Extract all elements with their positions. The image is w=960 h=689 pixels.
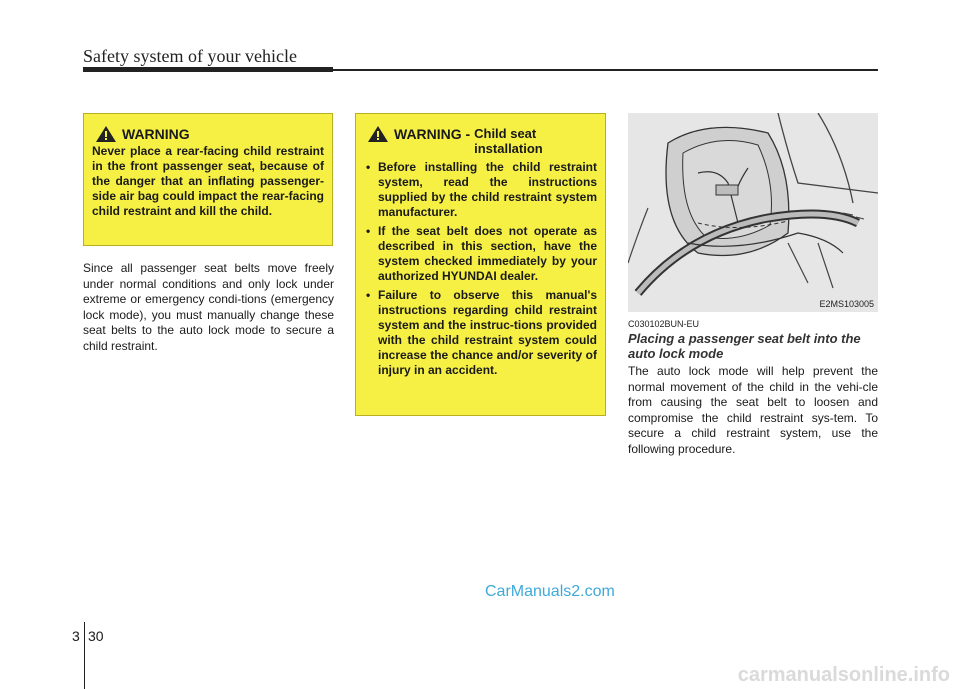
child-seat-illustration — [628, 113, 878, 312]
warning-heading-text: WARNING — [122, 126, 190, 142]
warning-body-text: Never place a rear-facing child restraint in the front passenger seat, because of the danger that an inflating passenger-side air bag could impact the rear-facing child restraint and kill the child. — [92, 144, 324, 218]
figure-code: E2MS103005 — [819, 299, 874, 309]
site-watermark: carmanualsonline.info — [737, 664, 950, 686]
warning-subheading-line1: Child seat — [474, 126, 537, 141]
watermark-link[interactable]: CarManuals2.com — [485, 583, 615, 600]
warning-subheading — [474, 126, 543, 156]
warning-heading — [364, 126, 597, 156]
warning-bullet: • Failure to observe this manual's instructions regarding child restraint system and the instruc-tions provided with the child restraint system could increase the chance and/or severity of injury in an accident. — [364, 288, 597, 378]
warning-box-rear-facing — [83, 113, 333, 246]
section-title: Placing a passenger seat belt into the auto lock mode — [628, 331, 861, 361]
auto-lock-paragraph: The auto lock mode will help prevent the normal movement of the child in the vehi-cle from causing the seat belt to loosen and compromise the child restraint sys-tem. To secure a child restraint system, use the following procedure. — [628, 364, 878, 456]
warning-triangle-icon — [96, 126, 116, 142]
header-rule-thick — [83, 67, 333, 72]
section-code: C030102BUN-EU — [628, 319, 700, 329]
warning-heading-text: WARNING - — [394, 126, 475, 142]
seat-belt-paragraph: Since all passenger seat belts move freely under normal conditions and only lock under extreme or emergency condi-tions (emergency lock mode), you must manually change these seat belts to the auto lock mode to secure a child restraint. — [83, 261, 334, 353]
page-number: 30 — [88, 628, 104, 644]
warning-triangle-icon — [368, 126, 388, 142]
warning-box-child-seat-installation — [355, 113, 606, 416]
warning-heading — [92, 126, 324, 142]
warning-subheading-line2: installation — [474, 141, 543, 156]
warning-bullet: • Before installing the child restraint system, read the instructions supplied by the child restraint system manufacturer. — [364, 160, 597, 220]
chapter-number: 3 — [72, 628, 80, 644]
header-rule-thin — [333, 69, 878, 71]
page-header-title: Safety system of your vehicle — [83, 46, 297, 66]
warning-bullet: • If the seat belt does not operate as described in this section, have the system checked immediately by your authorized HYUNDAI dealer. — [364, 224, 597, 284]
warning-bullet-list — [364, 160, 597, 378]
footer-divider — [84, 622, 85, 689]
child-seat-drawing — [628, 113, 878, 312]
